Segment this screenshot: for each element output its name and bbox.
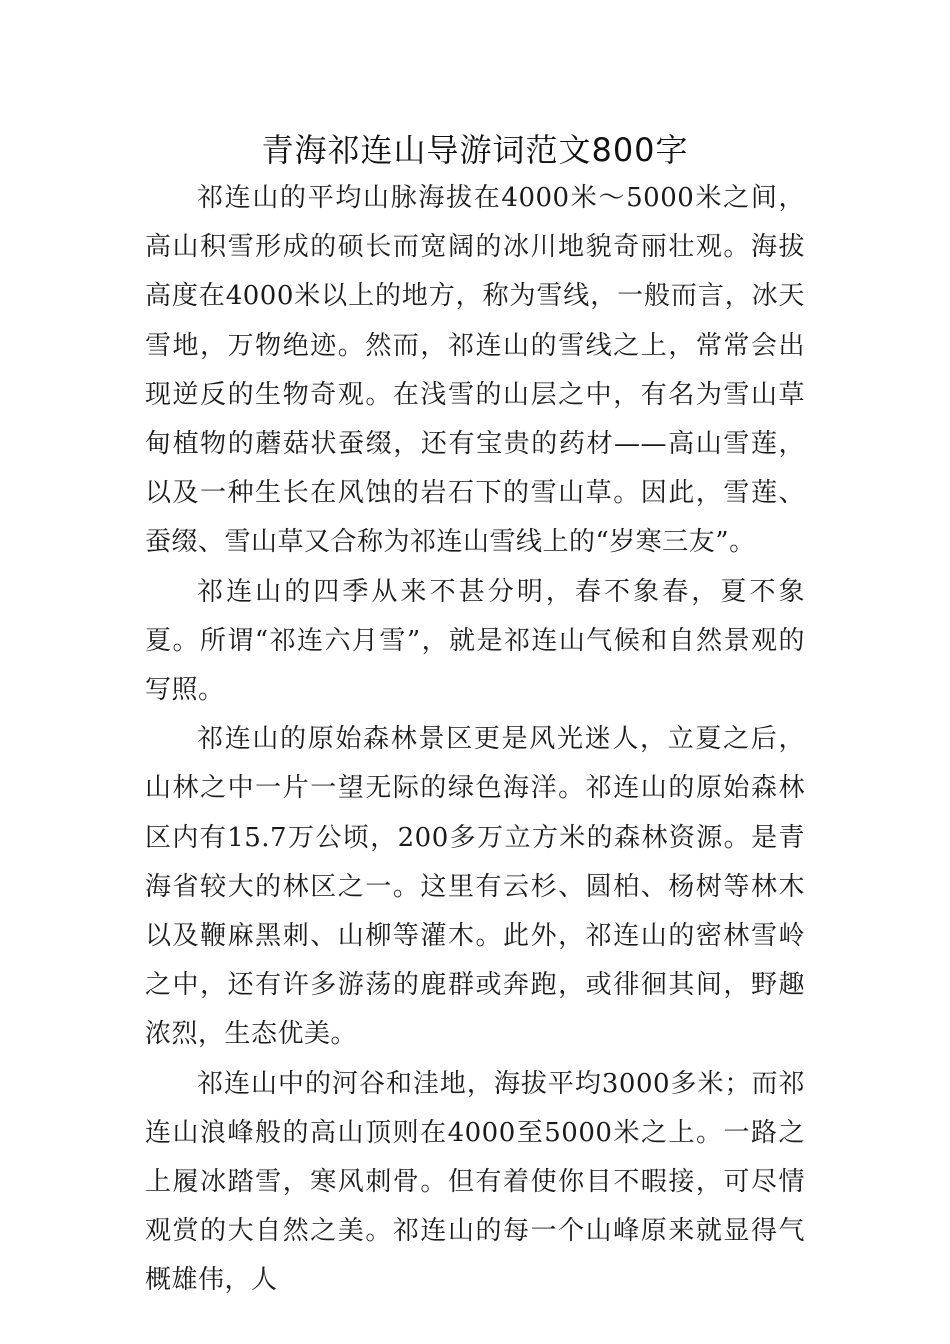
paragraph-forest: 祁连山的原始森林景区更是风光迷人，立夏之后，山林之中一片一望无际的绿色海洋。祁连山的原始森林区内有15.7万公顷，200多万立方米的森林资源。是青海省较大的林区之一。这里有云杉、圆柏、杨树等林木以及鞭麻黑刺、山柳等灌木。此外，祁连山的密林雪岭之中，还有许多游荡的鹿群或奔跑，或徘徊其间，野趣浓烈，生态优美。 — [145, 724, 805, 1050]
paragraph-seasons: 祁连山的四季从来不甚分明，春不象春，夏不象夏。所谓“祁连六月雪”，就是祁连山气候和自然景观的写照。 — [145, 576, 805, 706]
document-title: 青海祁连山导游词范文800字 — [261, 131, 689, 169]
document-body — [145, 174, 805, 1306]
paragraph-valleys: 祁连山中的河谷和洼地，海拔平均3000多米；而祁连山浪峰般的高山顶则在4000至5000米之上。一路之上履冰踏雪，寒风刺骨。但有着使你目不暇接，可尽情观赏的大自然之美。祁连山的每一个山峰原来就显得气概雄伟，人 — [145, 1068, 805, 1296]
paragraph-snowline: 祁连山的平均山脉海拔在4000米～5000米之间，高山积雪形成的硕长而宽阔的冰川地貌奇丽壮观。海拔高度在4000米以上的地方，称为雪线，一般而言，冰天雪地，万物绝迹。然而，祁连山的雪线之上，常常会出现逆反的生物奇观。在浅雪的山层之中，有名为雪山草甸植物的蘑菇状蚕缀，还有宝贵的药材——高山雪莲，以及一种生长在风蚀的岩石下的雪山草。因此，雪莲、蚕缀、雪山草又合称为祁连山雪线上的“岁寒三友”。 — [145, 183, 805, 558]
